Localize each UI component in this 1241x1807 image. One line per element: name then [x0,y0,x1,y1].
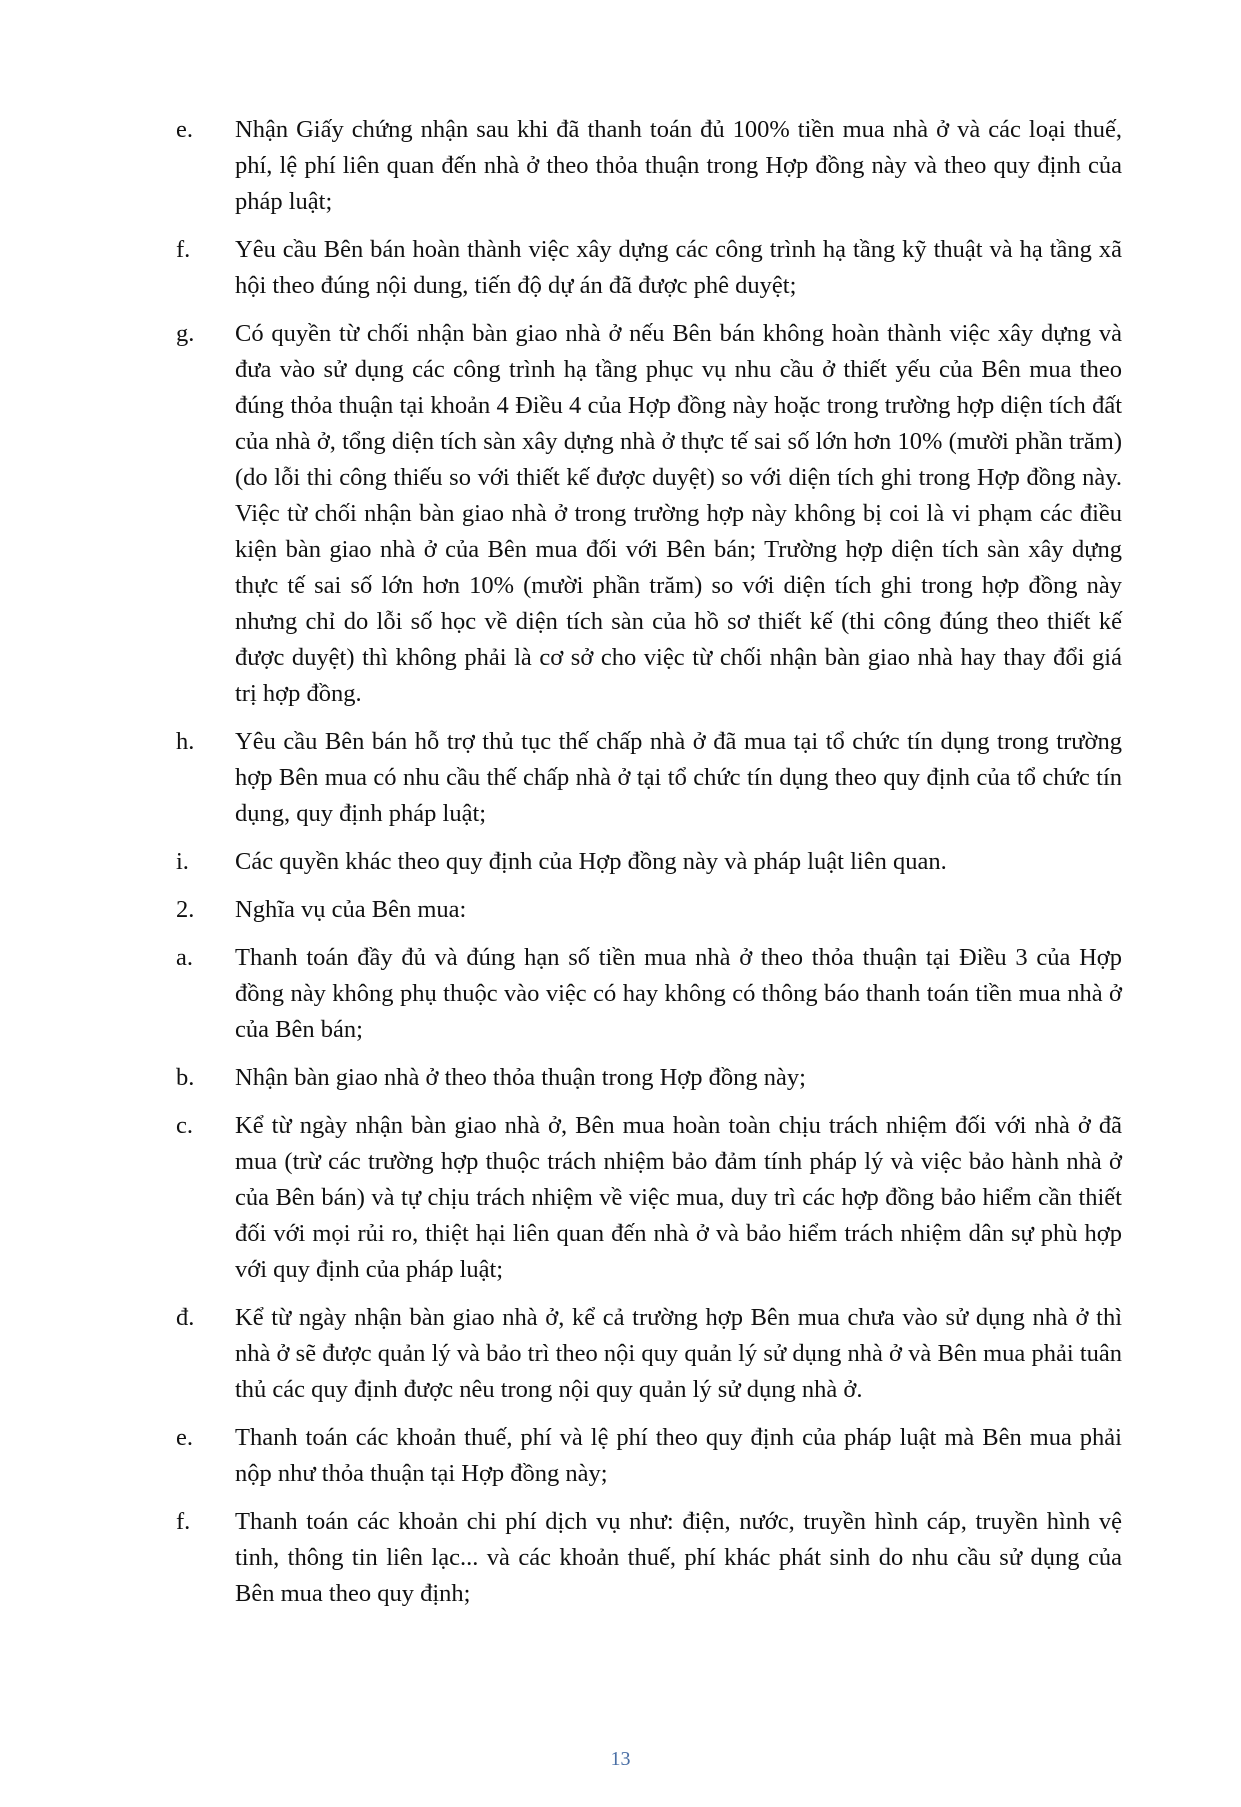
clause-text: Thanh toán đầy đủ và đúng hạn số tiền mua nhà ở theo thỏa thuận tại Điều 3 của Hợp đồng này không phụ thuộc vào việc có hay không có thông báo thanh toán tiền mua nhà ở của Bên bán; [235,944,1122,1043]
clause-text: Nhận bàn giao nhà ở theo thỏa thuận trong Hợp đồng này; [235,1064,806,1091]
clause-item [176,316,1122,712]
clause-list [176,112,1122,1624]
clause-label: b. [176,1064,195,1091]
clause-item [176,1108,1122,1288]
clause-text: Kể từ ngày nhận bàn giao nhà ở, Bên mua hoàn toàn chịu trách nhiệm đối với nhà ở đã mua (trừ các trường hợp thuộc trách nhiệm bảo đảm tính pháp lý và việc bảo hành nhà ở của Bên bán) và tự chịu trách nhiệm về việc mua, duy trì các hợp đồng bảo hiểm cần thiết đối với mọi rủi ro, thiệt hại liên quan đến nhà ở và bảo hiểm trách nhiệm dân sự phù hợp với quy định của pháp luật; [235,1112,1122,1283]
clause-item [176,232,1122,304]
clause-text: Nhận Giấy chứng nhận sau khi đã thanh toán đủ 100% tiền mua nhà ở và các loại thuế, phí, lệ phí liên quan đến nhà ở theo thỏa thuận trong Hợp đồng này và theo quy định của pháp luật; [235,116,1122,215]
clause-label: i. [176,848,189,875]
clause-label: f. [176,236,191,263]
clause-text: Yêu cầu Bên bán hoàn thành việc xây dựng các công trình hạ tầng kỹ thuật và hạ tầng xã hội theo đúng nội dung, tiến độ dự án đã được phê duyệt; [235,236,1122,299]
clause-label: g. [176,320,195,347]
clause-label: c. [176,1112,193,1139]
clause-label: e. [176,1424,193,1451]
clause-text: Kể từ ngày nhận bàn giao nhà ở, kể cả trường hợp Bên mua chưa vào sử dụng nhà ở thì nhà ở sẽ được quản lý và bảo trì theo nội quy quản lý sử dụng nhà ở và Bên mua phải tuân thủ các quy định được nêu trong nội quy quản lý sử dụng nhà ở. [235,1304,1122,1403]
clause-label: a. [176,944,193,971]
clause-label: f. [176,1508,191,1535]
clause-text: Thanh toán các khoản chi phí dịch vụ như: điện, nước, truyền hình cáp, truyền hình vệ tinh, thông tin liên lạc... và các khoản thuế, phí khác phát sinh do nhu cầu sử dụng của Bên mua theo quy định; [235,1508,1122,1607]
section-number: 2. [176,896,195,923]
clause-text: Yêu cầu Bên bán hỗ trợ thủ tục thế chấp nhà ở đã mua tại tổ chức tín dụng trong trường hợp Bên mua có nhu cầu thế chấp nhà ở tại tổ chức tín dụng theo quy định của tổ chức tín dụng, quy định pháp luật; [235,728,1122,827]
clause-label: đ. [176,1304,195,1331]
clause-item [176,1300,1122,1408]
clause-item [176,724,1122,832]
page-number: 13 [610,1748,631,1770]
clause-item [176,1420,1122,1492]
section-title: Nghĩa vụ của Bên mua: [235,896,467,923]
clause-label: e. [176,116,193,143]
clause-text: Có quyền từ chối nhận bàn giao nhà ở nếu Bên bán không hoàn thành việc xây dựng và đưa vào sử dụng các công trình hạ tầng phục vụ nhu cầu ở thiết yếu của Bên mua theo đúng thỏa thuận tại khoản 4 Điều 4 của Hợp đồng này hoặc trong trường hợp diện tích đất của nhà ở, tổng diện tích sàn xây dựng nhà ở thực tế sai số lớn hơn 10% (mười phần trăm) (do lỗi thi công thiếu so với thiết kế được duyệt) so với diện tích ghi trong Hợp đồng này. Việc từ chối nhận bàn giao nhà ở trong trường hợp này không bị coi là vi phạm các điều kiện bàn giao nhà ở của Bên mua đối với Bên bán; Trường hợp diện tích sàn xây dựng thực tế sai số lớn hơn 10% (mười phần trăm) so với diện tích ghi trong hợp đồng này nhưng chỉ do lỗi số học về diện tích sàn của hồ sơ thiết kế (thi công đúng theo thiết kế được duyệt) thì không phải là cơ sở cho việc từ chối nhận bàn giao nhà hay thay đổi giá trị hợp đồng. [235,320,1122,707]
clause-text: Các quyền khác theo quy định của Hợp đồng này và pháp luật liên quan. [235,848,947,875]
clause-item [176,1060,1122,1096]
clause-item [176,940,1122,1048]
clause-text: Thanh toán các khoản thuế, phí và lệ phí theo quy định của pháp luật mà Bên mua phải nộp như thỏa thuận tại Hợp đồng này; [235,1424,1122,1487]
clause-item [176,844,1122,880]
clause-item [176,112,1122,220]
section-heading [176,892,1122,928]
clause-item [176,1504,1122,1612]
clause-label: h. [176,728,195,755]
